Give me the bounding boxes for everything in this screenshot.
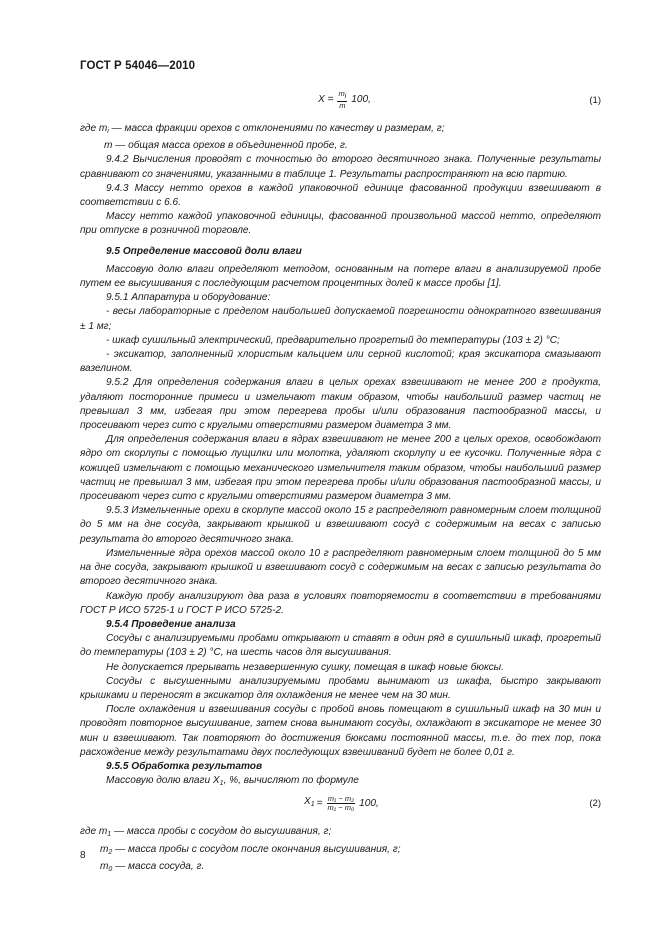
list-item-oven: - шкаф сушильный электрический, предварительно прогретый до температуры (103 ± 2) °С; [106,334,560,346]
paragraph-moisture-method: Массовую долю влаги определяют методом, основанным на потере влаги в анализируемой пробе путем ее высушивания с последующим расчетом процентных долей к массе пробы [1]. [80,263,601,290]
formula-1 [80,88,601,122]
formula-2 [80,791,601,825]
paragraph-kernels: Для определения содержания влаги в ядрах взвешивают не менее 200 г целых орехов, освобождают ядро от скорлупы с помощью лущилки или молотка, удаляют скорлупу и ее кусочки. Полученные ядра с кожицей измельчают с помощью механического измельчителя таким образом, чтобы наибольший размер частиц не превышал 3 мм, избегая при этом перегрева пробы и/или образования пастообразной массы, и просеивают через сито с круглыми отверстиями размером диаметра 3 мм. [80,434,601,503]
page-number: 8 [80,850,86,861]
formula-2-numerator: m₁ − m₂ [327,794,354,804]
formula-2-var-m2: $m_2$ — масса пробы с сосудом после окончания высушивания, г; [100,843,401,856]
paragraph-9-4-3: 9.4.3 Массу нетто орехов в каждой упаковочной единице фасованной продукции взвешивают в соответствии с 6.6. [80,182,601,209]
formula-1-var-mi: где $m_i$ — масса фракции орехов с отклонениями по качеству и размерам, г; [80,123,445,135]
paragraph-9-5-3: 9.5.3 Измельченные орехи в скорлупе массой около 15 г распределяют равномерным слоем толщиной до 5 мм на дне сосуда, закрывают крышкой и взвешивают сосуд с содержимым на весах с записью результата до второго десятичного знака. [80,505,601,545]
paragraph-no-interrupt: Не допускается прерывать незавершенную сушку, помещая в шкаф новые бюксы. [106,661,504,673]
formula-2-denominator: m₁ − m₀ [327,803,355,813]
paragraph-repeatability: Каждую пробу анализируют два раза в условиях повторяемости в соответствии в требованиями ГОСТ Р ИСО 5725-1 и ГОСТ Р ИСО 5725-2. [80,590,601,616]
section-heading-9-5: 9.5 Определение массовой доли влаги [106,245,302,257]
formula-1-numerator-sub: i [344,93,347,100]
formula-2-tail: 100, [359,797,379,809]
formula-2-eq: = [316,797,323,809]
page-body [80,88,601,877]
formula-1-fraction [337,90,347,110]
formula-1-number: (1) [589,95,601,106]
paragraph-9-5-2: 9.5.2 Для определения содержания влаги в целых орехах взвешивают не менее 200 г продукта, удаляют посторонние примеси и измельчают таким образом, чтобы наибольший размер частиц не превышал 3 мм, избегая при этом перегрева пробы и/или образования пастообразной массы, и просеивают через сито с круглыми отверстиями размером диаметра 3 мм. [80,377,601,432]
paragraph-calc-intro: Массовую долю влаги $X_1$, %, вычисляют по формуле [106,775,359,788]
paragraph-kernels-weighing: Измельченные ядра орехов массой около 10 г распределяют равномерным слоем толщиной до 5 мм на дне сосуда, закрывают крышкой и взвешивают сосуд с содержимым на весах с записью результата до второго десятичного знака. [80,547,601,588]
formula-1-lhs: X = [318,93,334,105]
formula-2-number: (2) [589,798,601,810]
formula-1-tail: 100, [351,93,371,105]
formula-2-fraction [327,795,356,812]
formula-1-var-m: m — общая масса орехов в объединенной пробе, г. [104,140,348,152]
paragraph-cooling: Сосуды с высушенными анализируемыми пробами вынимают из шкафа, быстро закрывают крышками и переносят в эксикатор для охлаждения не менее чем на 30 мин. [80,675,601,701]
formula-2-var-m1: где $m_1$ — масса пробы с сосудом до высушивания, г; [80,826,332,839]
formula-1-denominator: m [339,101,346,110]
paragraph-9-5-1: 9.5.1 Аппаратура и оборудование: [106,292,271,304]
list-item-scales: - весы лабораторные с пределом наибольшей допускаемой погрешности однократного взвешивания ± 1 мг; [80,306,601,332]
formula-2-var-m0: $m_0$ — масса сосуда, г. [100,860,205,873]
paragraph-9-4-2: 9.4.2 Вычисления проводят с точностью до второго десятичного знака. Полученные результаты сравнивают со значениями, указанными в таблице 1. Результаты распространяют на всю партию. [80,154,601,180]
formula-1-numerator: m [338,89,345,98]
paragraph-repeat-drying: После охлаждения и взвешивания сосуды с пробой вновь помещают в сушильный шкаф на 30 мин и проводят повторное высушивание, затем снова вынимают сосуды, охлаждают в эксикаторе не менее 30 мин и взвешивают. Так повторяют до достижения бюксами постоянной массы, т.е. до тех пор, пока расхождение между результатами двух последующих взвешиваний будет не более 0,01 г. [80,704,601,758]
section-heading-9-5-5: 9.5.5 Обработка результатов [106,760,263,772]
document-id: ГОСТ Р 54046—2010 [80,60,196,72]
paragraph-net-mass: Массу нетто каждой упаковочной единицы, фасованной произвольной массой нетто, определяют при отпуске в розничной торговле. [80,211,601,237]
list-item-desiccator: - эксикатор, заполненный хлористым кальцием или серной кислотой; края эксикатора смазывают вазелином. [80,349,601,375]
paragraph-drying: Сосуды с анализируемыми пробами открывают и ставят в один ряд в сушильный шкаф, прогретый до температуры (103 ± 2) °С, на шесть часов для высушивания. [80,633,601,659]
section-heading-9-5-4: 9.5.4 Проведение анализа [106,618,236,630]
formula-2-lhs: $X_1$ [304,796,315,809]
